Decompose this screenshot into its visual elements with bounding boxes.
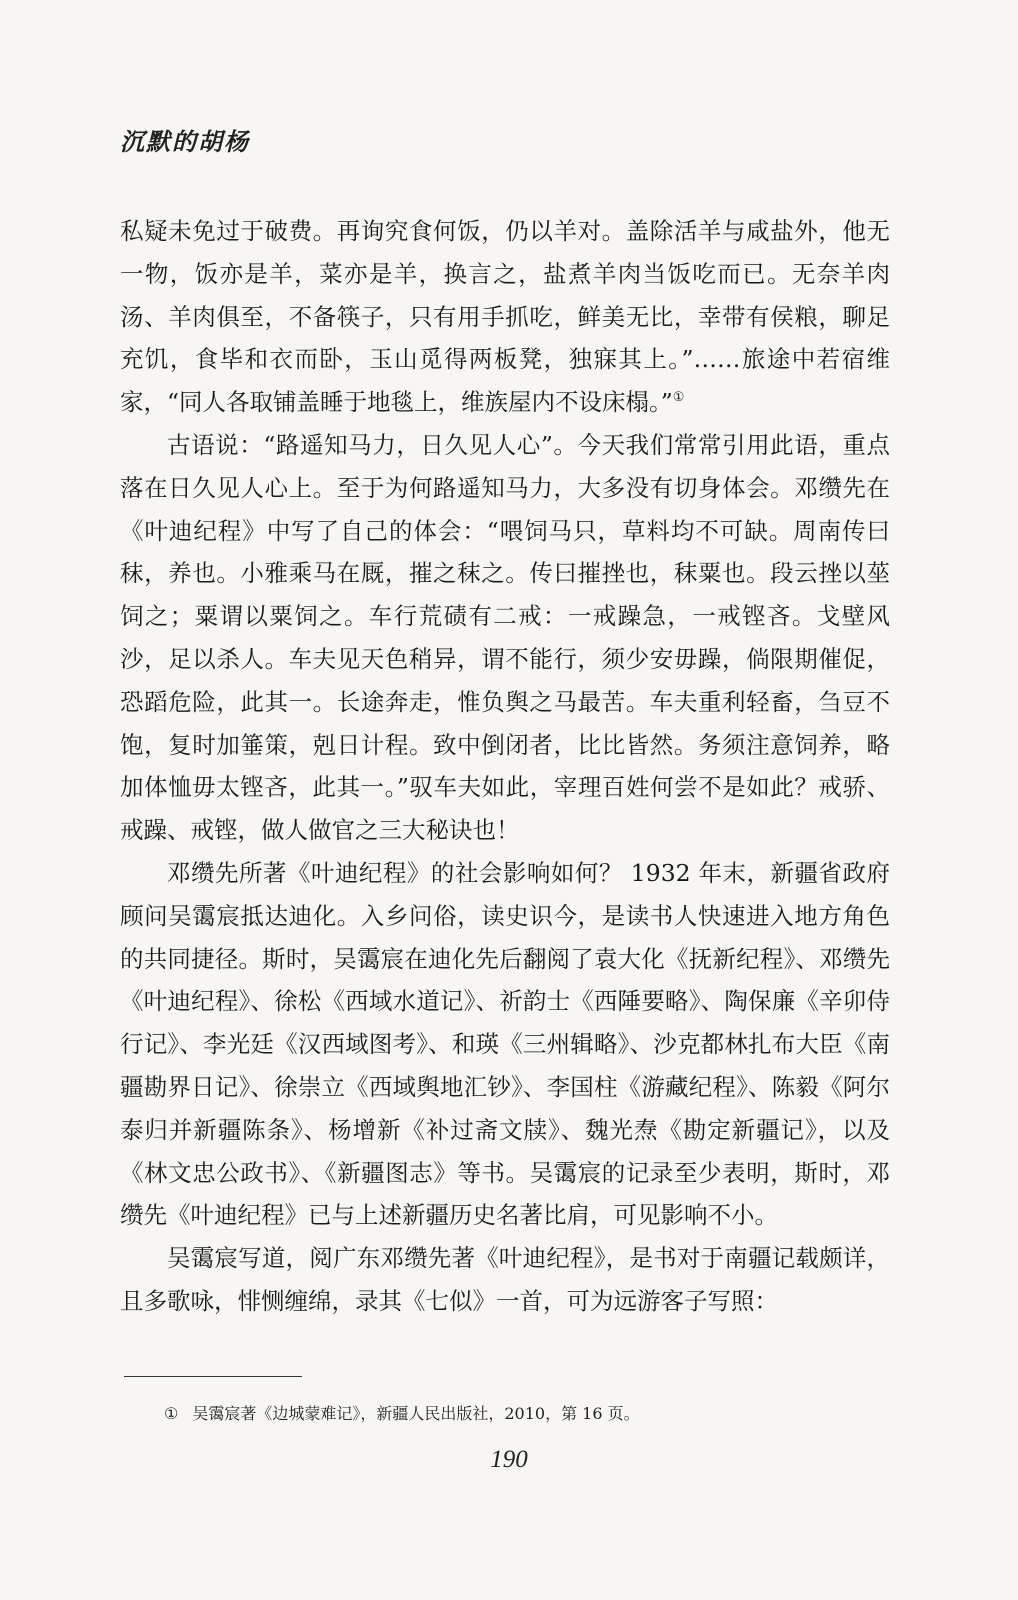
- footnote-text: 吴霭宸著《边城蒙难记》，新疆人民出版社，2010，第 16 页。: [192, 1404, 640, 1423]
- footnote-mark: ①: [164, 1404, 179, 1423]
- paragraph-1-text: 私疑未免过于破费。再询究食何饭，仍以羊对。盖除活羊与咸盐外，他无一物，饭亦是羊，菜亦是羊，换言之，盐煮羊肉当饭吃而已。无奈羊肉汤、羊肉俱至，不备筷子，只有用手抓吃，鲜美无比，幸带有侯粮，聊足充饥，食毕和衣而卧，玉山觅得两板凳，独寐其上。”……旅途中若宿维家，“同人各取铺盖睡于地毯上，维族屋内不设床榻。”: [120, 217, 890, 417]
- footnote: [164, 1402, 884, 1426]
- paragraph-2: 古语说：“路遥知马力，日久见人心”。今天我们常常引用此语，重点落在日久见人心上。至于为何路遥知马力，大多没有切身体会。邓缵先在《叶迪纪程》中写了自己的体会：“喂饲马只，草料均不可缺。周南传曰秣，养也。小雅乘马在厩，摧之秣之。传曰摧挫也，秣粟也。段云挫以莝饲之；粟谓以粟饲之。车行荒碛有二戒：一戒躁急，一戒铿吝。戈壁风沙，足以杀人。车夫见天色稍异，谓不能行，须少安毋躁，倘限期催促，恐蹈危险，此其一。长途奔走，惟负舆之马最苦。车夫重利轻畜，刍豆不饱，复时加箠策，剋日计程。致中倒闭者，比比皆然。务须注意饲养，略加体恤毋太铿吝，此其一。”驭车夫如此，宰理百姓何尝不是如此？戒骄、戒躁、戒铿，做人做官之三大秘诀也！: [120, 430, 890, 845]
- page-number: 190: [490, 1446, 528, 1473]
- paragraph-1: [120, 210, 890, 424]
- footnote-divider: [124, 1376, 302, 1377]
- paragraph-3: 邓缵先所著《叶迪纪程》的社会影响如何？ 1932 年末，新疆省政府顾问吴霭宸抵达迪化。入乡问俗，读史识今，是读书人快速进入地方角色的共同捷径。斯时，吴霭宸在迪化先后翻阅了袁大化《抚新纪程》、邓缵先《叶迪纪程》、徐松《西域水道记》、祈韵士《西陲要略》、陶保廉《辛卯侍行记》、李光廷《汉西域图考》、和瑛《三州辑略》、沙克都林扎布大臣《南疆勘界日记》、徐崇立《西域舆地汇钞》、李国柱《游藏纪程》、陈毅《阿尔泰归并新疆陈条》、杨增新《补过斋文牍》、魏光焘《勘定新疆记》，以及《林文忠公政书》、《新疆图志》等书。吴霭宸的记录至少表明，斯时，邓缵先《叶迪纪程》已与上述新疆历史名著比肩，可见影响不小。: [120, 858, 890, 1230]
- running-head: 沉默的胡杨: [120, 128, 250, 156]
- paragraph-4: 吴霭宸写道，阅广东邓缵先著《叶迪纪程》，是书对于南疆记载颇详，且多歌咏，悱恻缠绵，录其《七似》一首，可为远游客子写照：: [120, 1244, 890, 1315]
- body-text: [120, 210, 890, 1323]
- footnote-reference[interactable]: ①: [672, 390, 685, 406]
